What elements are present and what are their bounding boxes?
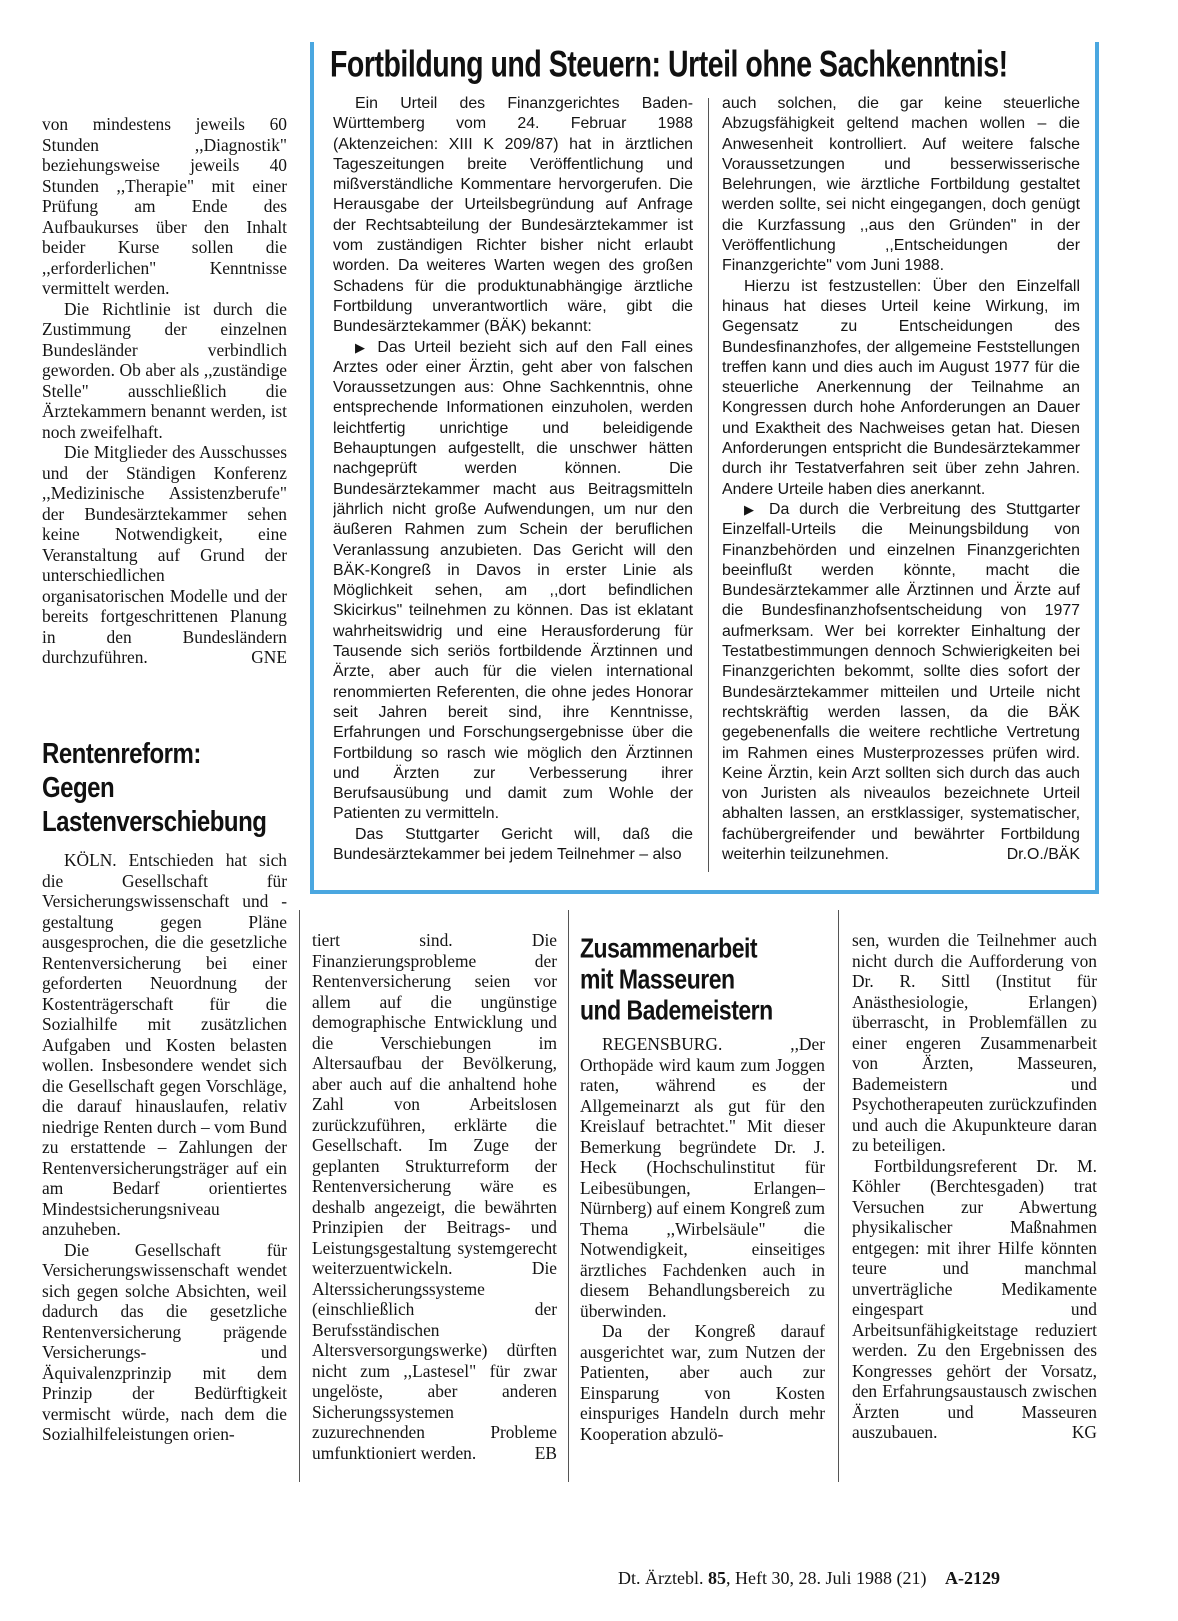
box-headline bbox=[330, 44, 1090, 90]
box-column-2 bbox=[722, 94, 1080, 884]
bullet-icon: ▶ bbox=[744, 501, 760, 517]
rente-headline-line: Gegen bbox=[42, 771, 115, 804]
rente-column-2 bbox=[312, 930, 557, 1490]
paragraph bbox=[333, 338, 693, 825]
column-divider bbox=[838, 910, 839, 1482]
journal-issue: , Heft 30, 28. Juli 1988 (21) bbox=[725, 1568, 927, 1588]
paragraph bbox=[312, 930, 557, 1463]
bullet-icon: ▶ bbox=[355, 339, 369, 355]
page-number: A-2129 bbox=[944, 1568, 1000, 1588]
box-rule-bottom bbox=[310, 890, 1099, 894]
paragraph: von mindestens jeweils 60 Stunden ,,Diagnostik" beziehungsweise jeweils 40 Stunden ,,Therapie" mit einer Prüfung am Ende des Aufbaukurses über den Inhalt beider Kurse sollen die ,,erforderlichen" Kenntnisse vermittelt werden. bbox=[42, 114, 287, 298]
paragraph: Hierzu ist festzustellen: Über den Einzelfall hinaus hat dieses Urteil keine Wirkung, im Gegensatz zu Entscheidungen des Bundesfinanzhofes, der allgemeine Feststellungen treffen kann und dies auch im August 1977 für die steuerliche Anerkennung der Teilnahme an Kongressen durch hohe Anforderungen an Dauer und Exaktheit des Nachweises getan hat. Diesen Anforderungen entspricht die Bundesärztekammer durch ihr Testatverfahren seit über zehn Jahren. Andere Urteile haben dies anerkannt. bbox=[722, 277, 1080, 498]
masseure-column-1 bbox=[580, 1034, 825, 1489]
column-divider bbox=[568, 910, 569, 1482]
author-signature: KG bbox=[1071, 1422, 1097, 1442]
paragraph: Die Richtlinie ist durch die Zustimmung der einzelnen Bundesländer verbindlich geworden. Ob aber als ,,zuständige Stelle" ausschließlich die Ärztekammern benannt werden, ist noch zweifelhaft. bbox=[42, 298, 287, 442]
box-rule-left bbox=[310, 42, 314, 894]
author-signature: EB bbox=[534, 1442, 557, 1463]
paragraph: KÖLN. Entschieden hat sich die Gesellschaft für Versicherungswissenschaft und -gestaltung gegen Pläne ausgesprochen, die die gesetzliche Rentenversicherung bei einer geforderten Neuordnung der Kostenträgerschaft für die Sozialhilfe mit zusätzlichen Aufgaben und Kosten belasten wollen. Insbesondere wendet sich die Gesellschaft gegen Vorschläge, die darauf hinauslaufen, relativ niedrige Renten durch – vom Bund zu erstattende – Zahlungen der Rentenversicherungsträger auf ein am Bedarf orientiertes Mindestsicherungsniveau anzuheben. bbox=[42, 850, 287, 1239]
paragraph: Da der Kongreß darauf ausgerichtet war, zum Nutzen der Patienten, aber auch zur Einsparung von Kosten einspuriges Handeln durch mehr Kooperation abzulö- bbox=[580, 1321, 825, 1444]
masseure-headline-line: mit Masseuren bbox=[580, 963, 735, 995]
box-column-divider bbox=[708, 98, 709, 872]
journal-name: Dt. Ärztebl. bbox=[618, 1568, 704, 1588]
masseure-column-2 bbox=[852, 930, 1097, 1490]
rente-headline-line: Rentenreform: bbox=[42, 737, 201, 770]
rente-headline bbox=[42, 734, 302, 844]
author-signature: GNE bbox=[251, 647, 287, 667]
rente-column-1 bbox=[42, 850, 287, 1480]
page-footer bbox=[618, 1568, 1000, 1589]
column-divider bbox=[299, 910, 300, 1482]
paragraph-text: Da durch die Verbreitung des Stuttgarter Einzelfall-Urteils die Meinungsbildung von Finanzbehörden und einzelnen Finanzgerichten beeinflußt werden könnte, macht die Bundesärztekammer alle Ärztinnen und Ärzte auf die Bundesfinanzhofsentscheidung von 1977 aufmerksam. Wer bei korrekter Einhaltung der Testatbestimmungen dennoch Schwierigkeiten bei Finanzgerichten bekommt, sollte dies sofort der Bundesärztekammer mitteilen und Urteile nicht rechtskräftig werden lassen, da die BÄK gegebenenfalls die weitere rechtliche Vertretung im Rahmen eines Musterprozesses prüfen wird. Keine Ärztin, kein Arzt sollten sich durch das auch von Juristen als niveaulos bezeichnete Urteil abhalten lassen, an erstklassiger, systematischer, fachübergreifender und bewährter Fortbildung weiterhin teilzunehmen. bbox=[722, 500, 1080, 863]
box-headline-text: Fortbildung und Steuern: Urteil ohne Sachkenntnis! bbox=[330, 44, 1008, 86]
paragraph-text: Die Mitglieder des Ausschusses und der Ständigen Konferenz ,,Medizinische Assistenzberufe" der Bundesärztekammer sehen keine Notwendigkeit, eine Veranstaltung auf Grund der unterschiedlichen organisatorischen Modelle und der bereits fortgeschrittenen Planung in den Bundesländern durchzuführen. bbox=[42, 442, 287, 667]
paragraph: sen, wurden die Teilnehmer auch nicht durch die Aufforderung von Dr. R. Sittl (Institut für Anästhesiologie, Erlangen) überrascht, in Problemfällen zu einer engeren Zusammenarbeit von Ärzten, Masseuren, Bademeistern und Psychotherapeuten zurückzufinden und auch die Akupunkteure daran zu beteiligen. bbox=[852, 930, 1097, 1155]
paragraph-text: Das Urteil bezieht sich auf den Fall eines Arztes oder einer Ärztin, geht aber von falschen Voraussetzungen aus: Ohne Sachkenntnis, ohne entsprechende Informationen einzuholen, werden leichtfertig unrichtige und beleidigende Behauptungen aufgestellt, die unschwer hätten nachgeprüft werden können. Die Bundesärztekammer macht aus Beitragsmitteln jährlich nicht große Aufwendungen, um nur den äußeren Rahmen zum Schein der beruflichen Veranlassung anzubieten. Das Gericht will den BÄK-Kongreß in Davos in erster Linie als Möglichkeit sehen, am ,,dort befindlichen Skicirkus" teilnehmen zu können. Das ist eklatant wahrheitswidrig und eine Herausforderung für Tausende sich seriös fortbildende Ärztinnen und Ärzte, aber auch für die vielen international renommierten Referenten, die ohne jedes Honorar seit Jahren bereit sind, ihre Kenntnisse, Erfahrungen und Forschungsergebnisse über die Fortbildung so rasch wie möglich den Ärztinnen und Ärzten zur Verbesserung ihrer Berufsausübung und damit zum Wohle der Patienten zu vermitteln. bbox=[333, 338, 693, 823]
paragraph: Die Gesellschaft für Versicherungswissenschaft wendet sich gegen solche Absichten, weil dadurch das die gesetzliche Rentenversicherung prägende Versicherungs- und Äquivalenzprinzip mit dem Prinzip der Bedürftigkeit vermischt würde, nach dem die Sozialhilfeleistungen orien- bbox=[42, 1239, 287, 1444]
author-signature: Dr.O./BÄK bbox=[1006, 845, 1080, 863]
left-column-top bbox=[42, 114, 287, 714]
paragraph-text: Fortbildungsreferent Dr. M. Köhler (Berchtesgaden) trat Versuchen zur Abwertung physikalischer Maßnahmen entgegen: mit ihrer Hilfe könnten teure und manchmal unverträgliche Medikamente eingespart und Arbeitsunfähigkeitstage reduziert werden. Zu den Ergebnissen des Kongresses gehört der Vorsatz, den Erfahrungsaustausch zwischen Ärzten und Masseuren auszubauen. bbox=[852, 1155, 1097, 1442]
rente-headline-line: Lastenverschiebung bbox=[42, 805, 267, 838]
paragraph: auch solchen, die gar keine steuerliche Abzugsfähigkeit geltend machen wollen – die Anwesenheit kontrolliert. Auf weitere falsche Voraussetzungen und besserwisserische Belehrungen, wie ärztliche Fortbildung gestaltet werden sollte, sei nicht eingegangen, doch genügt die Kurzfassung ,,aus den Gründen" in der Veröffentlichung ,,Entscheidungen der Finanzgerichte" vom Juni 1988. bbox=[722, 95, 1080, 275]
masseure-headline bbox=[580, 930, 840, 1030]
masseure-headline-line: und Bademeistern bbox=[580, 994, 773, 1026]
paragraph-text: tiert sind. Die Finanzierungsprobleme der Rentenversicherung seien vor allem auf die ungünstige demographische Entwicklung und die Verschiebungen im Altersaufbau der Bevölkerung, aber auch auf die anhaltend hohe Zahl von Arbeitslosen zurückzuführen, erklärte die Gesellschaft. Im Zuge der geplanten Strukturreform der Rentenversicherung wäre es deshalb angezeigt, die bewährten Prinzipien der Beitrags- und Leistungsgestaltung systemgerecht weiterzuentwickeln. Die Alterssicherungssysteme (einschließlich der Berufsständischen Altersversorgungswerke) dürften nicht zum ,,Lastesel" für zwar ungelöste, aber anderen Sicherungssystemen zuzurechnenden Probleme umfunktioniert werden. bbox=[312, 930, 557, 1463]
journal-volume: 85 bbox=[707, 1568, 726, 1588]
paragraph: REGENSBURG. ,,Der Orthopäde wird kaum zum Joggen raten, während es der Allgemeinarzt als gut für den Kreislauf betrachtet." Mit dieser Bemerkung begründete Dr. J. Heck (Hochschulinstitut für Leibesübungen, Erlangen–Nürnberg) auf einem Kongreß zum Thema ,,Wirbelsäule" die Notwendigkeit, einseitiges ärztliches Fachdenken auch in diesem Behandlungsbereich zu überwinden. bbox=[580, 1034, 825, 1321]
paragraph bbox=[722, 500, 1080, 865]
box-rule-right bbox=[1095, 42, 1099, 894]
paragraph: Ein Urteil des Finanzgerichtes Baden-Württemberg vom 24. Februar 1988 (Aktenzeichen: XIII K 209/87) hat in ärztlichen Tageszeitungen breite Veröffentlichung und mißverständliche Kommentare hervorgerufen. Die Herausgabe der Urteilsbegründung auf Anfrage der Rechtsabteilung der Bundesärztekammer ist vom zuständigen Richter bisher nicht erlaubt worden. Da weiteres Warten wegen des großen Schadens für die produktunabhängige ärztliche Fortbildung unverantwortlich wäre, gibt die Bundesärztekammer (BÄK) bekannt: bbox=[333, 95, 693, 336]
paragraph: Das Stuttgarter Gericht will, daß die Bundesärztekammer bei jedem Teilnehmer – also bbox=[333, 825, 693, 863]
paragraph bbox=[42, 442, 287, 668]
paragraph bbox=[852, 1156, 1097, 1443]
masseure-headline-line: Zusammenarbeit bbox=[580, 932, 758, 964]
box-column-1 bbox=[333, 94, 693, 884]
